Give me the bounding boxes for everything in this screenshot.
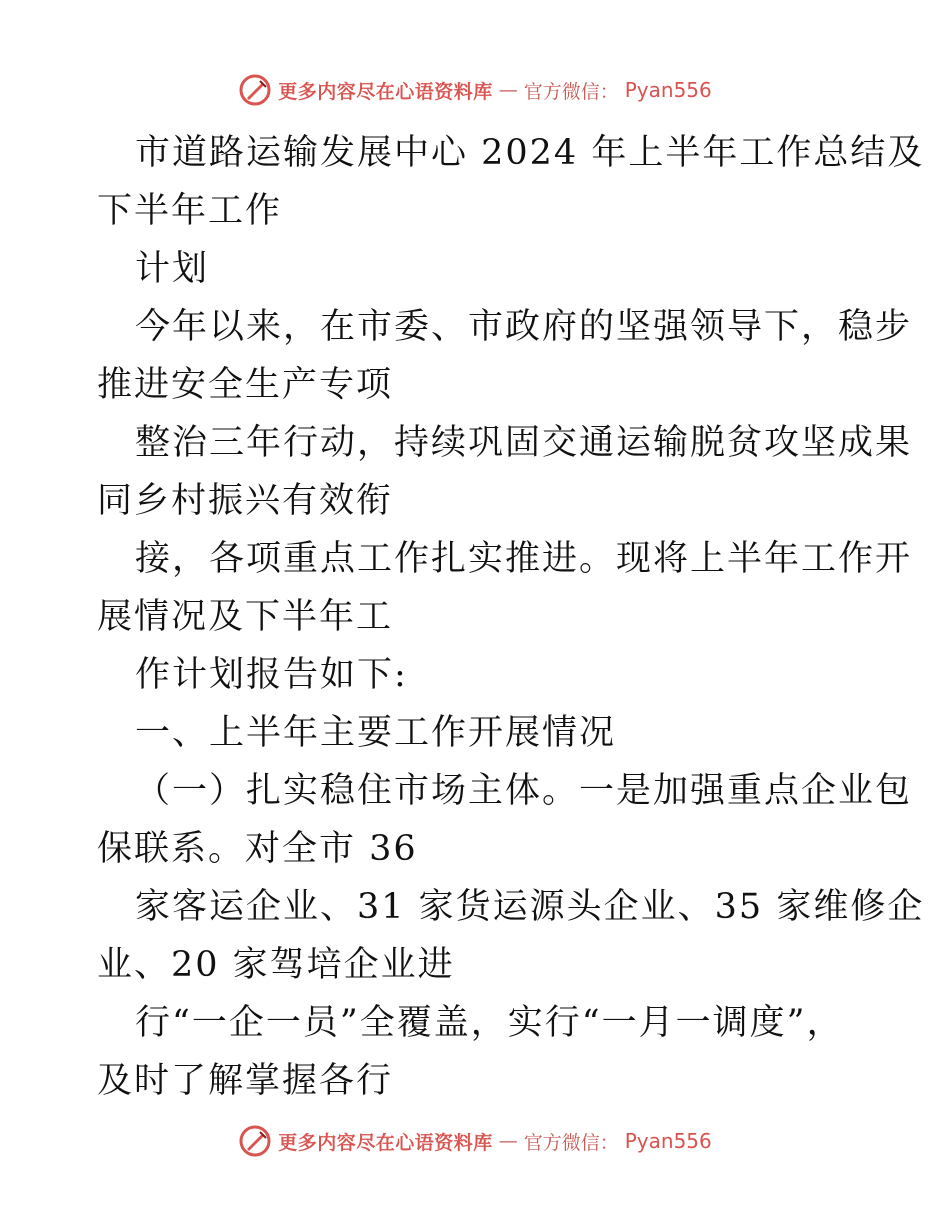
banner-wechat-id: Pyan556 <box>624 1129 712 1153</box>
title-line-3: 计划 <box>135 249 210 289</box>
paragraph-line: 接，各项重点工作扎实推进。现将上半年工作开 <box>135 539 913 579</box>
quill-circle-logo-icon <box>238 1124 272 1158</box>
banner-main-text: 更多内容尽在心语资料库 <box>278 1131 493 1154</box>
paragraph-line: （一）扎实稳住市场主体。一是加强重点企业包 <box>135 771 913 811</box>
paragraph-line: 同乡村振兴有效衔 <box>97 481 394 521</box>
quill-circle-logo-icon <box>238 73 272 107</box>
paragraph-line: 及时了解掌握各行 <box>97 1061 394 1101</box>
banner-wechat-id: Pyan556 <box>624 78 712 102</box>
banner-wechat-label: 官方微信： <box>523 80 619 103</box>
title-line-1: 市道路运输发展中心 2024 年上半年工作总结及 <box>135 133 925 173</box>
banner-wechat-label: 官方微信： <box>523 1131 619 1154</box>
paragraph-line: 今年以来，在市委、市政府的坚强领导下，稳步 <box>135 307 913 347</box>
title-line-2: 下半年工作 <box>97 191 283 231</box>
paragraph-line: 推进安全生产专项 <box>97 365 394 405</box>
paragraph-line: 家客运企业、31 家货运源头企业、35 家维修企 <box>135 887 925 927</box>
paragraph-line: 业、20 家驾培企业进 <box>97 945 455 985</box>
banner-separator: — <box>498 79 518 101</box>
banner-main-text: 更多内容尽在心语资料库 <box>278 80 493 103</box>
document-body <box>97 124 925 1110</box>
paragraph-line: 作计划报告如下: <box>135 655 408 695</box>
banner-separator: — <box>498 1130 518 1152</box>
paragraph-line: 保联系。对全市 36 <box>97 829 418 869</box>
header-watermark-banner <box>0 70 950 110</box>
paragraph-line: 展情况及下半年工 <box>97 597 394 637</box>
paragraph-line: 行“一企一员”全覆盖，实行“一月一调度”， <box>135 1003 844 1043</box>
paragraph-line: 整治三年行动，持续巩固交通运输脱贫攻坚成果 <box>135 423 913 463</box>
section-heading: 一、上半年主要工作开展情况 <box>135 713 617 753</box>
footer-watermark-banner <box>0 1121 950 1161</box>
